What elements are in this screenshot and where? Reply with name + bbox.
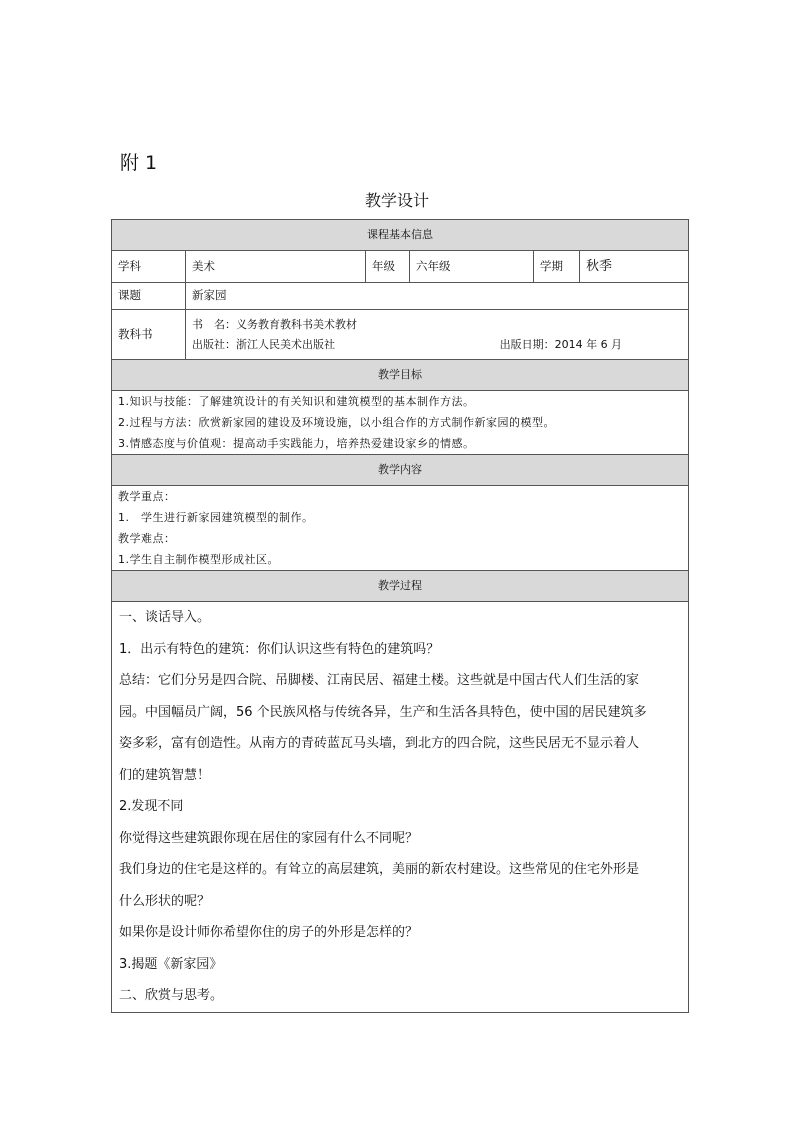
process-line: 一、谈话导入。 — [119, 610, 211, 625]
process-header: 教学过程 — [112, 571, 689, 602]
topic-label: 课题 — [112, 283, 186, 310]
content-line: 教学重点： — [118, 490, 176, 503]
process-line: 二、欣赏与思考。 — [119, 988, 224, 1003]
textbook-label: 教科书 — [112, 310, 186, 360]
process-line: 2.发现不同 — [119, 799, 184, 814]
process-line: 1．出示有特色的建筑：你们认识这些有特色的建筑吗？ — [119, 641, 440, 657]
process-line: 什么形状的呢？ — [119, 893, 211, 909]
subject-value: 美术 — [186, 251, 366, 283]
content-line: 1. 学生进行新家园建筑模型的制作。 — [118, 511, 314, 524]
publisher-line — [192, 335, 682, 355]
process-line: 3.揭题《新家园》 — [119, 956, 223, 972]
grade-value: 六年级 — [410, 251, 534, 283]
process-line: 我们身边的住宅是这样的。有耸立的高层建筑，美丽的新农村建设。这些常见的住宅外形是 — [119, 862, 640, 877]
process-line: 姿多彩，富有创造性。从南方的青砖蓝瓦马头墙，到北方的四合院，这些民居无不显示着人 — [119, 736, 640, 751]
process-line: 总结：它们分另是四合院、吊脚楼、江南民居、福建土楼。这些就是中国古代人们生活的家 — [119, 673, 640, 688]
subject-label: 学科 — [112, 251, 186, 283]
grade-label: 年级 — [366, 251, 410, 283]
process-line: 们的建筑智慧！ — [119, 767, 211, 783]
process-line: 如果你是设计师你希望你住的房子的外形是怎样的？ — [119, 925, 419, 940]
objective-item: 3.情感态度与价值观：提高动手实践能力，培养热爱建设家乡的情感。 — [118, 437, 475, 450]
content-list — [112, 486, 689, 571]
textbook-info — [186, 310, 689, 360]
lesson-plan-table — [111, 219, 689, 1013]
document-title: 教学设计 — [364, 191, 429, 210]
process-line: 园。中国幅员广阔，56 个民族风格与传统各异，生产和生活各具特色，使中国的居民建筑多 — [119, 704, 647, 720]
book-name: 书 名：义务教育教科书美术教材 — [192, 317, 357, 331]
process-line: 你觉得这些建筑跟你现在居住的家园有什么不同呢？ — [119, 830, 419, 846]
content-line: 1.学生自主制作模型形成社区。 — [118, 553, 279, 566]
content-header: 教学内容 — [112, 455, 689, 486]
basic-info-header: 课程基本信息 — [112, 220, 689, 251]
objective-item: 1.知识与技能：了解建筑设计的有关知识和建筑模型的基本制作方法。 — [118, 395, 475, 408]
term-value: 秋季 — [580, 251, 689, 283]
objective-item: 2.过程与方法：欣赏新家园的建设及环境设施，以小组合作的方式制作新家园的模型。 — [118, 416, 555, 429]
publisher: 出版社：浙江人民美术出版社 — [192, 337, 335, 351]
publication-date: 出版日期：2014 年 6 月 — [499, 337, 623, 351]
objectives-list — [112, 391, 689, 455]
topic-value: 新家园 — [186, 283, 689, 310]
process-body — [112, 602, 689, 1013]
term-label: 学期 — [534, 251, 580, 283]
objectives-header: 教学目标 — [112, 360, 689, 391]
content-line: 教学难点： — [118, 532, 176, 545]
appendix-label: 附 1 — [120, 152, 158, 174]
